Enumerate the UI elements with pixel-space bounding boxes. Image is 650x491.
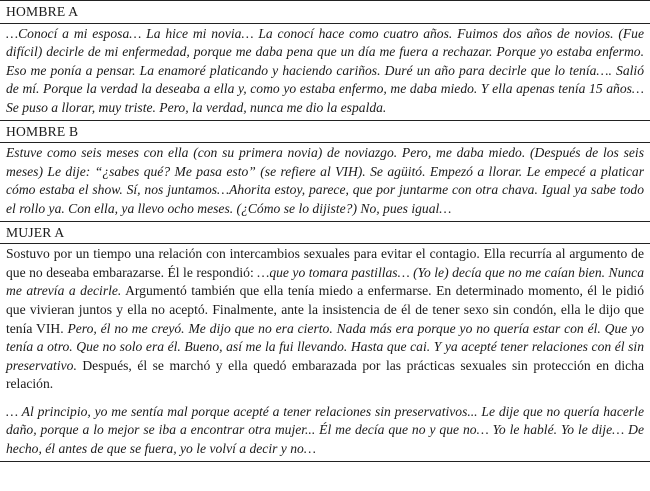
narration-3: Después, él se marchó y ella quedó embarazada por las prácticas sexuales sin protección en dicha relación. <box>6 357 644 392</box>
narration-1: Sostuvo por un tiempo una relación con intercambios sexuales para evitar el contagio. Ella recurría al argumento de que no deseaba embarazarse. Él le respondió: <box>6 246 644 280</box>
mujer-a-paragraph-2: … Al principio, yo me sentía mal porque acepté a tener relaciones sin preservativos... Le dije que no quería hacerle daño, porque a lo mejor se iba a encontrar otra mujer... Él me decía que no y que no… Yo le hablé. Yo le dije… De hecho, él antes de que se fuera, yo le volví a decir y no… <box>6 403 644 457</box>
section-label-mujer-a: MUJER A <box>0 221 650 245</box>
mujer-a-paragraph-1 <box>6 245 644 394</box>
section-body-hombre-a <box>0 24 650 120</box>
quote-1: …que yo tomara pastillas… (Yo le) decía que no me caían bien. Nunca me atrevía a decirle. <box>6 264 645 299</box>
testimony-hombre-b: Estuve como seis meses con ella (con su primera novia) de noviazgo. Pero, me daba miedo. (Después de los seis meses) Le dije: “¿sabes qué? Me pasa esto” (se refiere al VIH). Se agüitó. Empezó a llorar. Le empecé a platicar cómo estaba el show. Sí, nos juntamos…Ahorita estoy, parece, que por juntarme con otra chava. Igual ya sabe todo el rollo ya. Con ella, ya llevo ocho meses. (¿Cómo se lo dijiste?) No, pues igual… <box>6 145 644 216</box>
section-body-hombre-b <box>0 143 650 220</box>
narration-2: Argumentó también que ella tenía miedo a enfermarse. En determinado momento, él le pidió que vivieran juntos y ella no aceptó. Finalmente, ante la insistencia de él de tener sexo sin condón, ella le dijo que tenía VIH. <box>6 283 645 336</box>
testimony-hombre-a: …Conocí a mi esposa… La hice mi novia… La conocí hace como cuatro años. Fuimos dos años de novios. (Fue difícil) decirle de mi enfermedad, porque me daba pena que un día me fuera a rechazar. Porque yo estaba enfermo. Eso me ponía a pensar. La enamoré platicando y haciendo cariños. Duré un año para decirle que lo tenía…. Salió de mí. Porque la verdad la deseaba a ella y, como yo estaba enfermo, me daba miedo. Y ella apenas tenía 15 años… Se puso a llorar, muy triste. Pero, la verdad, nunca me dio la espalda. <box>6 25 644 115</box>
section-body-mujer-a <box>0 244 650 462</box>
quote-2: Pero, él no me creyó. Me dijo que no era cierto. Nada más era porque yo no quería estar con él. Que yo tenía a otro. Que no solo era él. Bueno, así me la fui llevando. Hasta que cai. Y ya acepté tener relaciones con él sin preservativo. <box>6 320 645 373</box>
section-label-hombre-b: HOMBRE B <box>0 120 650 144</box>
section-label-hombre-a: HOMBRE A <box>0 0 650 24</box>
